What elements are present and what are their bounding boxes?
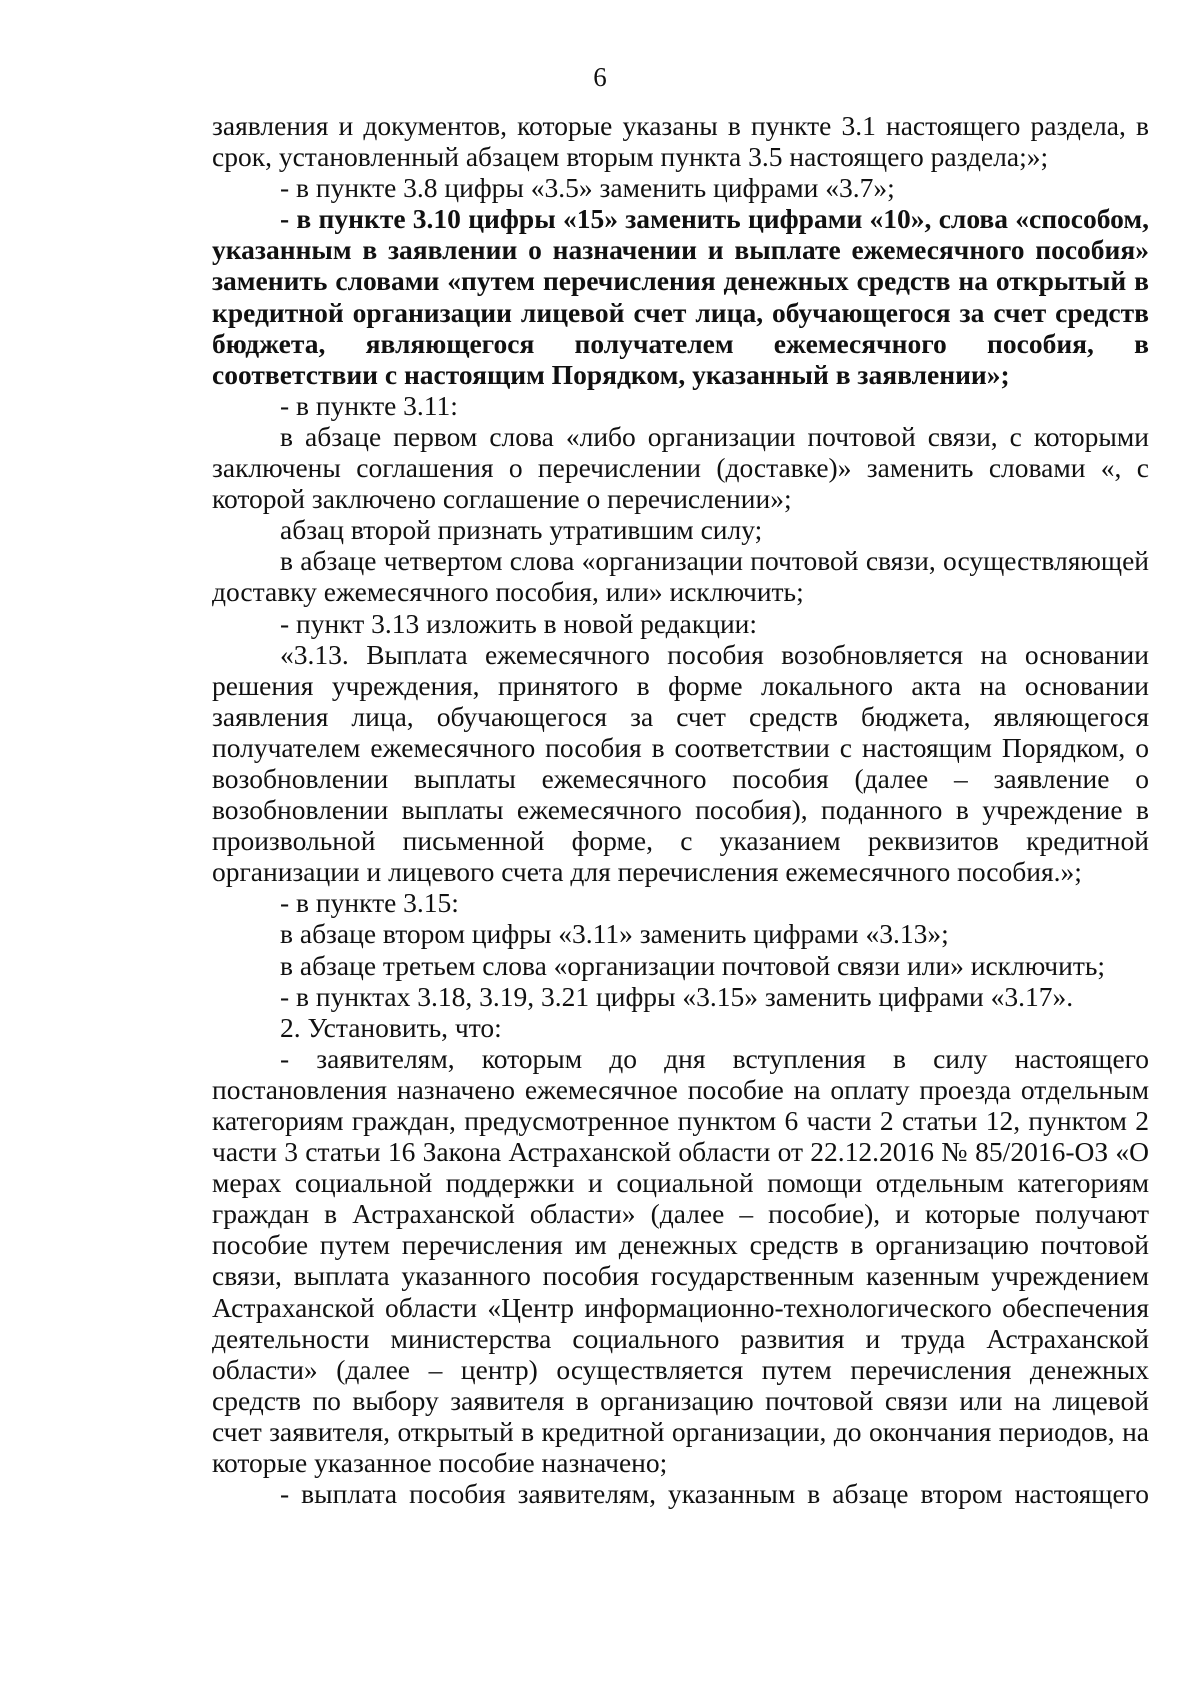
paragraph-item-3-13: - пункт 3.13 изложить в новой редакции: [280,607,758,639]
paragraph-section-2-applicants: - заявителям, которым до дня вступления в силу настоящего постановления назначено ежемесячное пособие на оплату проезда отдельным категориям граждан, предусмотренное пунктом 6 части 2 статьи 12, пунктом 2 части 3 статьи 16 Закона Астраханской области от 22.12.2016 № 85/2016-ОЗ «О мерах социальной поддержки и социальной помощи отдельным категориям граждан в Астраханской области» (далее – пособие), и которые получают пособие путем перечисления им денежных средств в организацию почтовой связи, выплата указанного пособия государственным казенным учреждением Астраханской области «Центр информационно-технологического обеспечения деятельности министерства социального развития и труда Астраханской области» (далее – центр) осуществляется путем перечисления денежных средств по выбору заявителя в организацию почтовой связи или на лицевой счет заявителя, открытый в кредитной организации, до окончания периодов, на которые указанное пособие назначено; [212,1042,1149,1479]
paragraph-item-3-8: - в пункте 3.8 цифры «3.5» заменить цифрами «3.7»; [280,172,895,204]
paragraph-section-2-payment: - выплата пособия заявителям, указанным в абзаце втором настоящего [280,1478,1149,1510]
paragraph-3-11-first: в абзаце первом слова «либо организации почтовой связи, с которыми заключены соглашения о перечислении (доставке)» заменить словами «, с которой заключено соглашение о перечислении»; [212,420,1149,515]
paragraph-3-11-second: абзац второй признать утратившим силу; [280,514,763,546]
paragraph-item-3-10: - в пункте 3.10 цифры «15» заменить цифрами «10», слова «способом, указанным в заявлении о назначении и выплате ежемесячного пособия» заменить словами «путем перечисления денежных средств на открытый в кредитной организации лицевой счет лица, обучающегося за счет средств бюджета, являющегося получателем ежемесячного пособия, в соответствии с настоящим Порядком, указанный в заявлении»; [212,203,1149,390]
paragraph-3-15-third: в абзаце третьем слова «организации почтовой связи или» исключить; [280,949,1106,981]
paragraph-item-3-15: - в пункте 3.15: [280,887,459,919]
paragraph-3-15-second: в абзаце втором цифры «3.11» заменить цифрами «3.13»; [280,918,949,950]
paragraph-continuation: заявления и документов, которые указаны в пункте 3.1 настоящего раздела, в срок, установленный абзацем вторым пункта 3.5 настоящего раздела;»; [212,110,1149,173]
paragraph-items-3-18-3-21: - в пунктах 3.18, 3.19, 3.21 цифры «3.15» заменить цифрами «3.17». [280,980,1074,1012]
paragraph-3-11-fourth: в абзаце четвертом слова «организации почтовой связи, осуществляющей доставку ежемесячного пособия, или» исключить; [212,545,1149,608]
page-number: 6 [593,62,607,92]
document-body [212,110,1149,1509]
paragraph-section-2: 2. Установить, что: [280,1011,502,1043]
paragraph-3-13-text: «3.13. Выплата ежемесячного пособия возобновляется на основании решения учреждения, принятого в форме локального акта на основании заявления лица, обучающегося за счет средств бюджета, являющегося получателем ежемесячного пособия в соответствии с настоящим Порядком, о возобновлении выплаты ежемесячного пособия (далее – заявление о возобновлении выплаты ежемесячного пособия), поданного в учреждение в произвольной письменной форме, с указанием реквизитов кредитной организации и лицевого счета для перечисления ежемесячного пособия.»; [212,638,1149,888]
paragraph-item-3-11: - в пункте 3.11: [280,389,458,421]
